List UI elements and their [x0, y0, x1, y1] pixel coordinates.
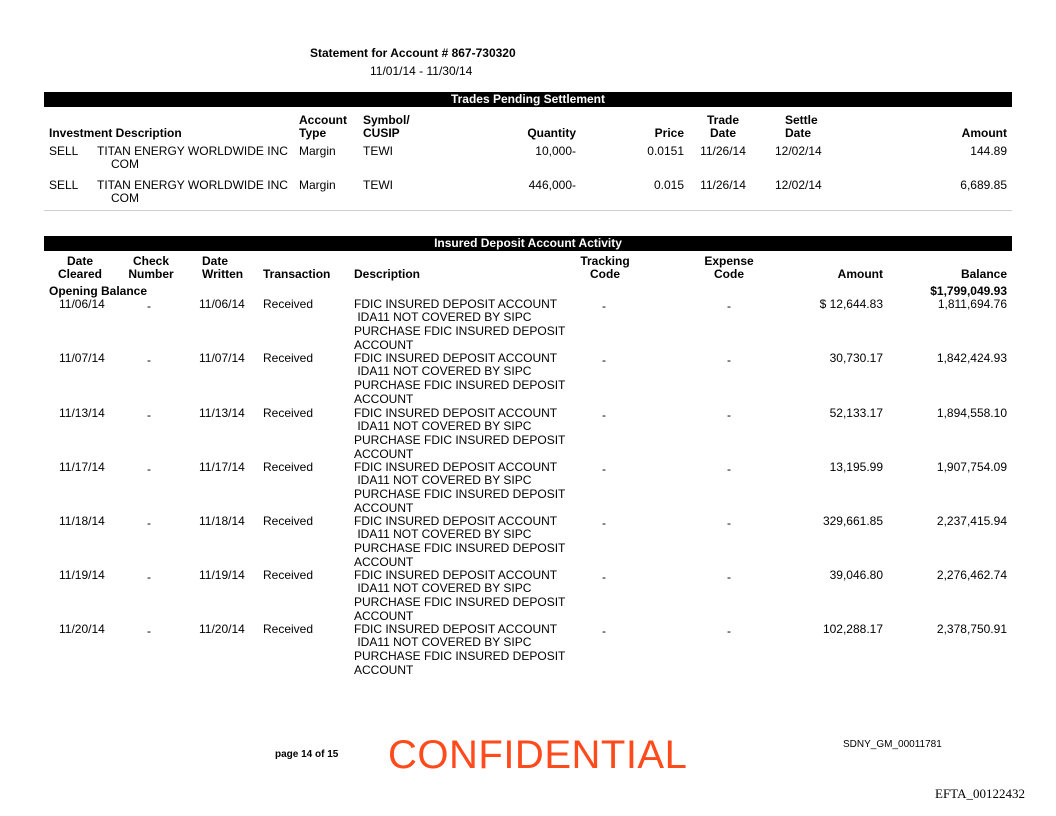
transaction: Received	[263, 514, 314, 528]
date-written: 11/18/14	[199, 514, 245, 528]
col-date-cleared-1: Date	[66, 254, 93, 268]
col-transaction: Transaction	[263, 267, 331, 281]
description-line: FDIC INSURED DEPOSIT ACCOUNT	[354, 622, 558, 636]
amount: 30,730.17	[829, 351, 883, 365]
date-cleared: 11/17/14	[59, 460, 105, 474]
description-line: ACCOUNT	[354, 392, 414, 406]
bates-number: SDNY_GM_00011781	[843, 739, 942, 750]
description-line: IDA11 NOT COVERED BY SIPC	[354, 527, 532, 541]
trade-action: SELL	[49, 144, 79, 158]
trade-quantity: 446,000-	[528, 178, 576, 192]
description-line: PURCHASE FDIC INSURED DEPOSIT	[354, 649, 566, 663]
date-cleared: 11/20/14	[59, 622, 105, 636]
col-price: Price	[654, 126, 684, 140]
date-cleared: 11/13/14	[59, 406, 105, 420]
tracking-code: -	[602, 516, 606, 530]
description-line: IDA11 NOT COVERED BY SIPC	[354, 581, 532, 595]
check-number: -	[147, 624, 151, 638]
balance: 1,907,754.09	[936, 460, 1007, 474]
description-line: FDIC INSURED DEPOSIT ACCOUNT	[354, 406, 558, 420]
date-written: 11/20/14	[199, 622, 245, 636]
check-number: -	[147, 570, 151, 584]
transaction: Received	[263, 406, 314, 420]
date-written: 11/06/14	[199, 297, 245, 311]
description-line: ACCOUNT	[354, 338, 414, 352]
col-settle-date-2: Date	[785, 126, 812, 140]
date-cleared: 11/07/14	[59, 351, 105, 365]
description-line: PURCHASE FDIC INSURED DEPOSIT	[354, 541, 566, 555]
trade-symbol: TEWI	[363, 178, 393, 192]
trades-divider	[44, 210, 1012, 211]
tracking-code: -	[602, 624, 606, 638]
balance: 2,237,415.94	[936, 514, 1007, 528]
balance: 1,811,694.76	[937, 297, 1007, 311]
description-line: FDIC INSURED DEPOSIT ACCOUNT	[354, 460, 558, 474]
date-written: 11/07/14	[199, 351, 245, 365]
amount: 52,133.17	[829, 406, 883, 420]
amount: 13,195.99	[829, 460, 883, 474]
transaction: Received	[263, 460, 314, 474]
amount: 39,046.80	[829, 568, 883, 582]
check-number: -	[147, 299, 151, 313]
description-line: FDIC INSURED DEPOSIT ACCOUNT	[354, 297, 558, 311]
col-investment-description: Investment Description	[49, 126, 182, 140]
description-line: PURCHASE FDIC INSURED DEPOSIT	[354, 324, 566, 338]
tracking-code: -	[602, 408, 606, 422]
efta-number: EFTA_00122432	[935, 786, 1025, 801]
expense-code: -	[727, 570, 731, 584]
transaction: Received	[263, 297, 314, 311]
expense-code: -	[727, 353, 731, 367]
trade-description-cont: COM	[111, 157, 139, 171]
col-symbol-2: CUSIP	[363, 126, 400, 140]
col-check-number-1: Check	[132, 254, 170, 268]
description-line: IDA11 NOT COVERED BY SIPC	[354, 473, 532, 487]
amount: 329,661.85	[822, 514, 883, 528]
balance: 2,378,750.91	[936, 622, 1007, 636]
description-line: ACCOUNT	[354, 555, 414, 569]
expense-code: -	[727, 516, 731, 530]
description-line: FDIC INSURED DEPOSIT ACCOUNT	[354, 514, 558, 528]
col-settle-date-1: Settle	[785, 113, 818, 127]
col-balance: Balance	[960, 267, 1007, 281]
description-line: ACCOUNT	[354, 447, 414, 461]
description-line: IDA11 NOT COVERED BY SIPC	[354, 310, 532, 324]
date-written: 11/17/14	[199, 460, 245, 474]
col-trade-date-2: Date	[709, 126, 736, 140]
tracking-code: -	[602, 462, 606, 476]
col-amount: Amount	[837, 267, 883, 281]
col-date-written-1: Date	[202, 254, 229, 268]
statement-period: 11/01/14 - 11/30/14	[370, 64, 473, 78]
check-number: -	[147, 408, 151, 422]
trade-account-type: Margin	[299, 144, 336, 158]
balance: 2,276,462.74	[936, 568, 1007, 582]
col-trade-date-1: Trade	[706, 113, 739, 127]
col-date-written-2: Written	[202, 267, 244, 281]
confidential-stamp: CONFIDENTIAL	[388, 733, 688, 777]
date-cleared: 11/18/14	[59, 514, 105, 528]
expense-code: -	[727, 408, 731, 422]
trade-date: 11/26/14	[700, 144, 746, 158]
amount: 102,288.17	[822, 622, 883, 636]
expense-code: -	[727, 462, 731, 476]
transaction: Received	[263, 568, 314, 582]
description-line: ACCOUNT	[354, 663, 414, 677]
trades-section-bar: Trades Pending Settlement	[44, 92, 1012, 107]
trade-price: 0.0151	[647, 144, 684, 158]
col-account-type-1: Account	[299, 113, 347, 127]
deposit-section-bar: Insured Deposit Account Activity	[44, 236, 1012, 251]
description-line: FDIC INSURED DEPOSIT ACCOUNT	[354, 351, 558, 365]
description-line: PURCHASE FDIC INSURED DEPOSIT	[354, 595, 566, 609]
trade-price: 0.015	[653, 178, 684, 192]
description-line: IDA11 NOT COVERED BY SIPC	[354, 419, 532, 433]
col-symbol-1: Symbol/	[363, 113, 410, 127]
trade-account-type: Margin	[299, 178, 336, 192]
transaction: Received	[263, 622, 314, 636]
settle-date: 12/02/14	[775, 144, 822, 158]
col-date-cleared-2: Cleared	[57, 267, 103, 281]
check-number: -	[147, 516, 151, 530]
page-number: page 14 of 15	[275, 749, 339, 760]
trade-symbol: TEWI	[363, 144, 393, 158]
trade-amount: 144.89	[970, 144, 1007, 158]
col-tracking-code-2: Code	[590, 267, 620, 281]
trade-action: SELL	[49, 178, 79, 192]
balance: 1,842,424.93	[936, 351, 1007, 365]
trade-description: TITAN ENERGY WORLDWIDE INC	[97, 144, 288, 158]
transaction: Received	[263, 351, 314, 365]
trade-date: 11/26/14	[700, 178, 746, 192]
col-check-number-2: Number	[128, 267, 174, 281]
description-line: PURCHASE FDIC INSURED DEPOSIT	[354, 433, 566, 447]
tracking-code: -	[602, 570, 606, 584]
col-expense-code-1: Expense	[704, 254, 754, 268]
date-cleared: 11/19/14	[59, 568, 105, 582]
date-written: 11/13/14	[199, 406, 245, 420]
description-line: IDA11 NOT COVERED BY SIPC	[354, 364, 532, 378]
tracking-code: -	[602, 299, 606, 313]
description-line: PURCHASE FDIC INSURED DEPOSIT	[354, 378, 566, 392]
check-number: -	[147, 353, 151, 367]
statement-title: Statement for Account # 867-730320	[310, 46, 516, 60]
expense-code: -	[727, 624, 731, 638]
date-written: 11/19/14	[199, 568, 245, 582]
date-cleared: 11/06/14	[59, 297, 105, 311]
amount: $ 12,644.83	[819, 297, 883, 311]
trade-description: TITAN ENERGY WORLDWIDE INC	[97, 178, 288, 192]
col-account-type-2: Type	[299, 126, 327, 140]
col-description: Description	[354, 267, 421, 281]
trade-quantity: 10,000-	[535, 144, 576, 158]
trade-description-cont: COM	[111, 191, 139, 205]
expense-code: -	[727, 299, 731, 313]
description-line: ACCOUNT	[354, 501, 414, 515]
col-amount: Amount	[961, 126, 1007, 140]
description-line: IDA11 NOT COVERED BY SIPC	[354, 635, 532, 649]
balance: 1,894,558.10	[936, 406, 1007, 420]
opening-balance-label: Opening Balance	[49, 284, 148, 298]
trade-amount: 6,689.85	[960, 178, 1007, 192]
col-tracking-code-1: Tracking	[580, 254, 630, 268]
tracking-code: -	[602, 353, 606, 367]
opening-balance-value: $1,799,049.93	[930, 284, 1007, 298]
description-line: FDIC INSURED DEPOSIT ACCOUNT	[354, 568, 558, 582]
settle-date: 12/02/14	[775, 178, 822, 192]
col-expense-code-2: Code	[714, 267, 744, 281]
col-quantity: Quantity	[527, 126, 576, 140]
description-line: ACCOUNT	[354, 609, 414, 623]
check-number: -	[147, 462, 151, 476]
description-line: PURCHASE FDIC INSURED DEPOSIT	[354, 487, 566, 501]
